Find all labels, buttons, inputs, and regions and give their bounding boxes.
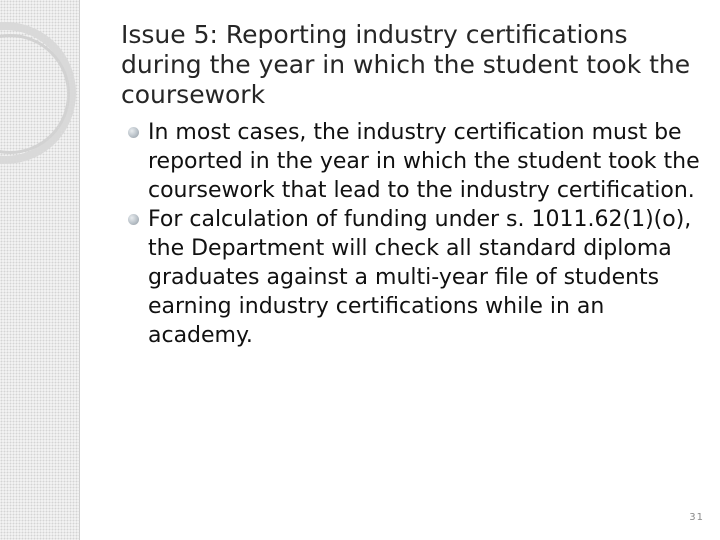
band-divider <box>79 0 80 540</box>
bullet-text: In most cases, the industry certification must be reported in the year in which the student took the coursework that lead to the industry certification. <box>148 120 700 203</box>
bullet-text: For calculation of funding under s. 1011.62(1)(o), the Department will check all standard diploma graduates against a multi-year file of students earning industry certifications while in an academy. <box>148 207 692 348</box>
bullet-dot-icon <box>128 127 139 138</box>
page-number: 31 <box>689 512 704 523</box>
bullet-item <box>128 205 703 350</box>
bullet-list <box>128 118 703 350</box>
bullet-dot-icon <box>128 214 139 225</box>
slide-title: Issue 5: Reporting industry certifications during the year in which the student took the coursework <box>121 20 691 109</box>
bullet-item <box>128 118 703 205</box>
